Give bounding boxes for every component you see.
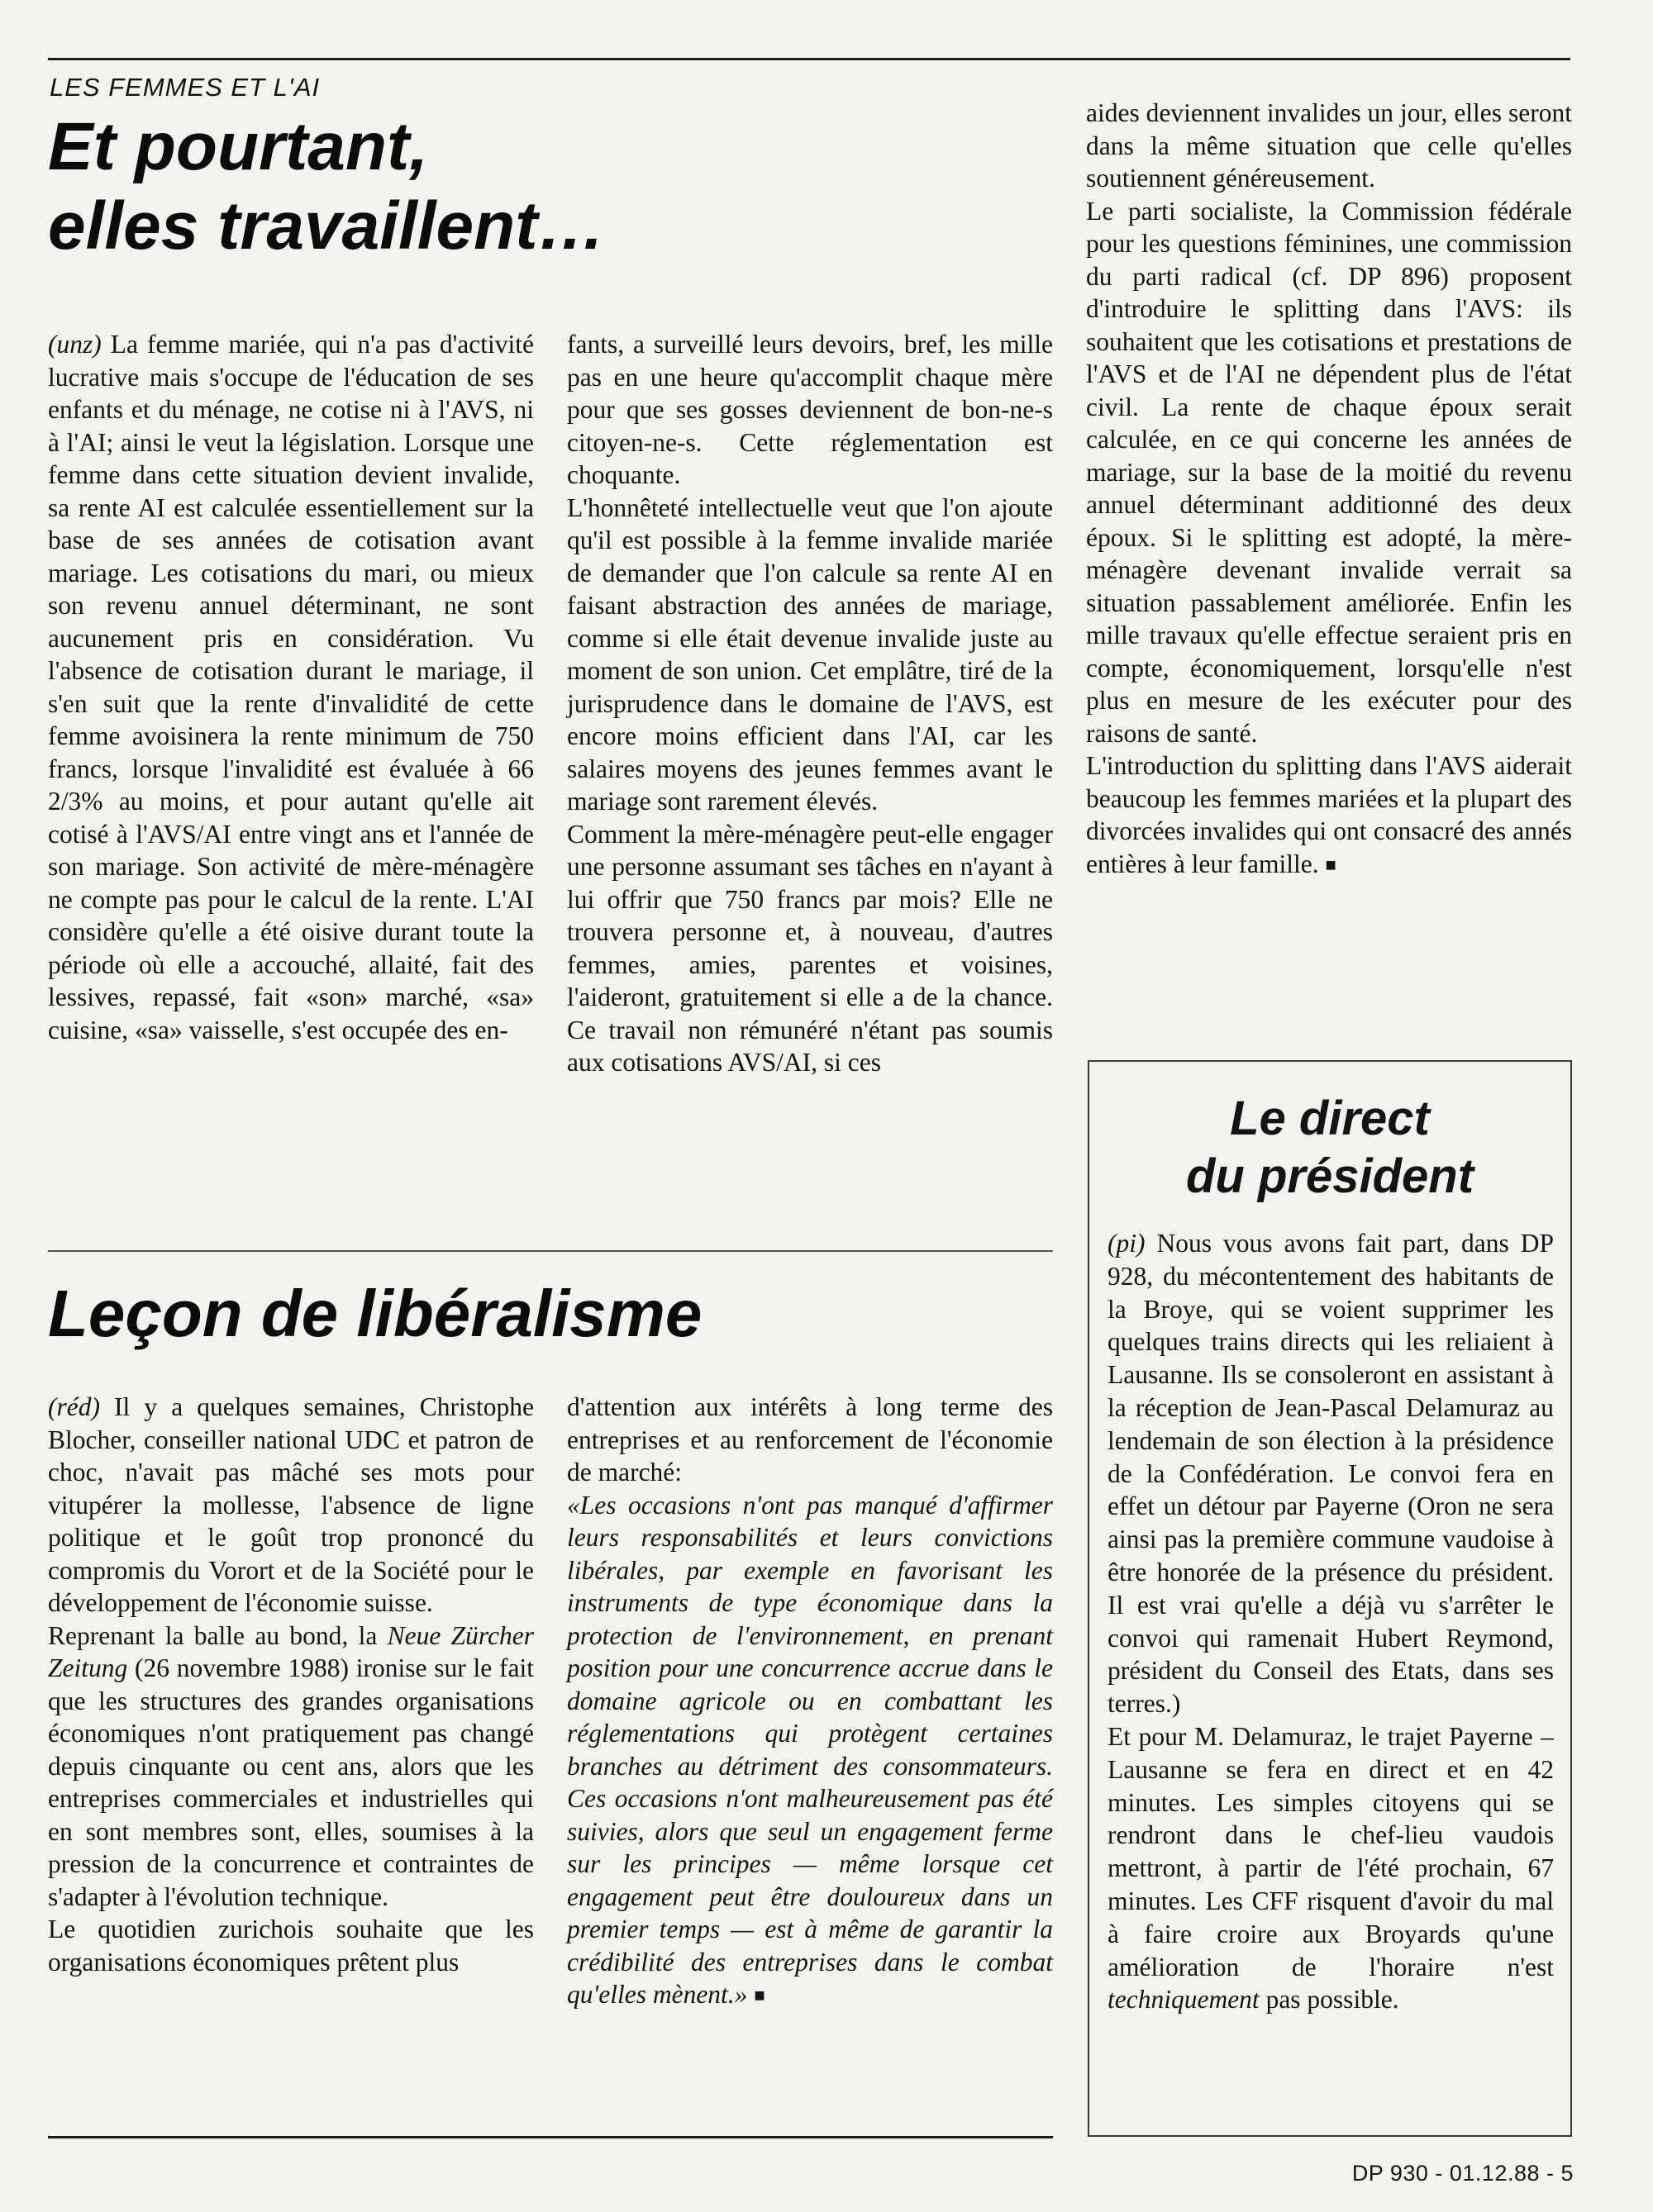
article1-column-1 <box>48 328 534 1046</box>
top-rule <box>48 58 1570 60</box>
article1-column-3 <box>1086 97 1572 881</box>
article1-title <box>48 107 606 266</box>
article2-byline: (réd) <box>48 1392 100 1421</box>
article2-column-1 <box>48 1391 534 1978</box>
sidebar-box <box>1088 1060 1572 2137</box>
bottom-rule <box>48 2136 1053 2138</box>
article2-col1-paragraph: Le quotidien zurichois souhaite que les organisations économiques prêtent plus <box>48 1915 534 1977</box>
sidebar-byline: (pi) <box>1108 1229 1146 1258</box>
article1-col2-paragraph: L'honnêteté intellectuelle veut que l'on ajoute qu'il est possible à la femme invalide mariée de demander que l'on calcule sa rente AI en faisant abstraction des années de mariage, comme si elle était devenue invalide juste au moment de son union. Cet emplâtre, tiré de la jurisprudence dans le domaine de l'AVS, est encore moins efficient dans l'AI, car les salaires moyens des jeunes femmes avant le mariage sont rarement élevés. <box>567 492 1053 816</box>
sidebar-column <box>1108 1227 1554 2016</box>
article1-col3-paragraph: L'introduction du splitting dans l'AVS aiderait beaucoup les femmes mariées et la plupart des divorcées invalides qui ont consacré des annés entières à leur famille. <box>1086 751 1572 878</box>
article1-byline: (unz) <box>48 330 102 359</box>
article1-column-2 <box>567 328 1053 1079</box>
sidebar-text: Et pour M. Delamuraz, le trajet Payerne – Lausanne se fera en direct et en 42 minutes. Les simples citoyens qui se rendront dans le chef-lieu vaudois mettront, à partir de l'été prochain, 67 minutes. Les CFF risquent d'avoir du mal à faire croire aux Broyards qu'une amélioration de l'horaire n'est <box>1108 1721 1554 1981</box>
page-footer: DP 930 - 01.12.88 - 5 <box>1351 2161 1574 2186</box>
article1-kicker: LES FEMMES ET L'AI <box>50 73 321 102</box>
newspaper-name: Neue Zürcher Zeitung <box>48 1620 534 1682</box>
article1-col3-paragraph: Le parti socialiste, la Commission fédérale pour les questions féminines, une commission du parti radical (cf. DP 896) proposent d'introduire le splitting dans l'AVS: ils souhaitent que les cotisations et prestations de l'AVS et de l'AI ne dépendent plus de l'état civil. La rente de chaque époux serait calculée, en ce qui concerne les années de mariage, sur la base de la moitié du revenu annuel déterminant additionné des deux époux. Si le splitting est adopté, la mère-ménagère devenant invalide verrait sa situation passablement améliorée. Enfin les mille travaux qu'elle effectue seraient pris en compte, économiquement, lorsqu'elle n'est plus en mesure de les exécuter pour des raisons de santé. <box>1086 196 1572 748</box>
article1-col3-paragraph: aides deviennent invalides un jour, elles seront dans la même situation que celle qu'elles soutiennent généreusement. <box>1086 98 1572 193</box>
article2-title: Leçon de libéralisme <box>48 1277 703 1350</box>
end-mark: ■ <box>754 1985 765 2005</box>
article2-column-2 <box>567 1391 1053 2012</box>
article2-col2-paragraph: d'attention aux intérêts à long terme des entreprises et au renforcement de l'économie de marché: <box>567 1392 1053 1487</box>
article2-col1-text: Reprenant la balle au bond, la <box>48 1620 388 1650</box>
article1-title-line1: Et pourtant, <box>48 109 429 184</box>
end-mark: ■ <box>1325 854 1336 875</box>
sidebar-text: pas possible. <box>1259 1985 1399 2015</box>
sidebar-title-line1: Le direct <box>1230 1092 1430 1145</box>
article1-col2-paragraph: Comment la mère-ménagère peut-elle engager une personne assumant ses tâches en n'ayant à lui offrir que 750 francs par mois? Elle ne trouvera personne et, à nouveau, d'autres femmes, amies, parentes et voisines, l'aideront, gratuitement si elle a de la chance. Ce travail non rémunéré n'étant pas soumis aux cotisations AVS/AI, si ces <box>567 819 1053 1077</box>
article2-col1-text: Il y a quelques semaines, Christophe Blocher, conseiller national UDC et patron de choc, n'avait pas mâché ses mots pour vitupérer la mollesse, l'absence de ligne politique et le goût trop prononcé du compromis du Vorort et de la Société pour le développement de l'économie suisse. <box>48 1392 534 1617</box>
article2-col1-text: (26 novembre 1988) ironise sur le fait que les structures des grandes organisations économiques n'ont pratiquement pas changé depuis cinquante ou cent ans, alors que les entreprises commerciales et industrielles qui en sont membres sont, elles, soumises à la pression de la concurrence et contraintes de s'adapter à l'évolution technique. <box>48 1653 534 1911</box>
article2-quote: «Les occasions n'ont pas manqué d'affirmer leurs responsabilités et leurs convictions libérales, par exemple en favorisant les instruments de type économique dans la protection de l'environnement, en prenant position pour une concurrence accrue dans le domaine agricole ou en combattant les réglementations qui protègent certaines branches au détriment des consommateurs. Ces occasions n'ont malheureusement pas été suivies, alors que seul un engagement ferme sur les principes — même lorsque cet engagement peut être douloureux dans un premier temps — est à même de garantir la crédibilité des entreprises dans le combat qu'elles mènent.» <box>567 1490 1053 2009</box>
sidebar-text: Nous vous avons fait part, dans DP 928, du mécontentement des habitants de la Broye, qui se voient supprimer les quelques trains directs qui les reliaient à Lausanne. Ils se consoleront en assistant à la réception de Jean-Pascal Delamuraz au lendemain de son élection à la présidence de la Confédération. Le convoi fera en effet un détour par Payerne (Oron ne sera ainsi pas la première commune vaudoise à être honorée de la présence du président. Il est vrai qu'elle a déjà vu s'arrêter le convoi qui ramenait Hubert Reymond, président du Conseil des Etats, dans ses terres.) <box>1108 1229 1554 1719</box>
article1-title-line2: elles travaillent… <box>48 188 606 264</box>
sidebar-title-line2: du président <box>1185 1149 1474 1203</box>
article1-col1-text: La femme mariée, qui n'a pas d'activité lucrative mais s'occupe de l'éducation de ses enfants et du ménage, ne cotise ni à l'AVS, ni à l'AI; ainsi le veut la législation. Lorsque une femme dans cette situation devient invalide, sa rente AI est calculée essentiellement sur la base de ses années de cotisation avant mariage. Les cotisations du mari, ou mieux son revenu annuel déterminant, ne sont aucunement pris en considération. Vu l'absence de cotisation durant le mariage, il s'en suit que la rente d'invalidité de cette femme avoisinera la rente minimum de 750 francs, lorsque l'invalidité est évaluée à 66 2/3% au moins, et pour autant qu'elle ait cotisé à l'AVS/AI entre vingt ans et l'année de son mariage. Son activité de mère-ménagère ne compte pas pour le calcul de la rente. L'AI considère qu'elle a été oisive durant toute la période où elle a accouché, allaité, fait des lessives, repassé, fait «son» marché, «sa» cuisine, «sa» vaisselle, s'est occupée des en- <box>48 330 534 1044</box>
sidebar-title <box>1089 1090 1570 1206</box>
section-rule <box>48 1250 1053 1252</box>
article1-col2-paragraph: fants, a surveillé leurs devoirs, bref, les mille pas en une heure qu'accomplit chaque mère pour que ses gosses deviennent de bon-ne-s citoyen-ne-s. Cette réglementation est choquante. <box>567 330 1053 489</box>
sidebar-emphasis: techniquement <box>1108 1985 1260 2015</box>
